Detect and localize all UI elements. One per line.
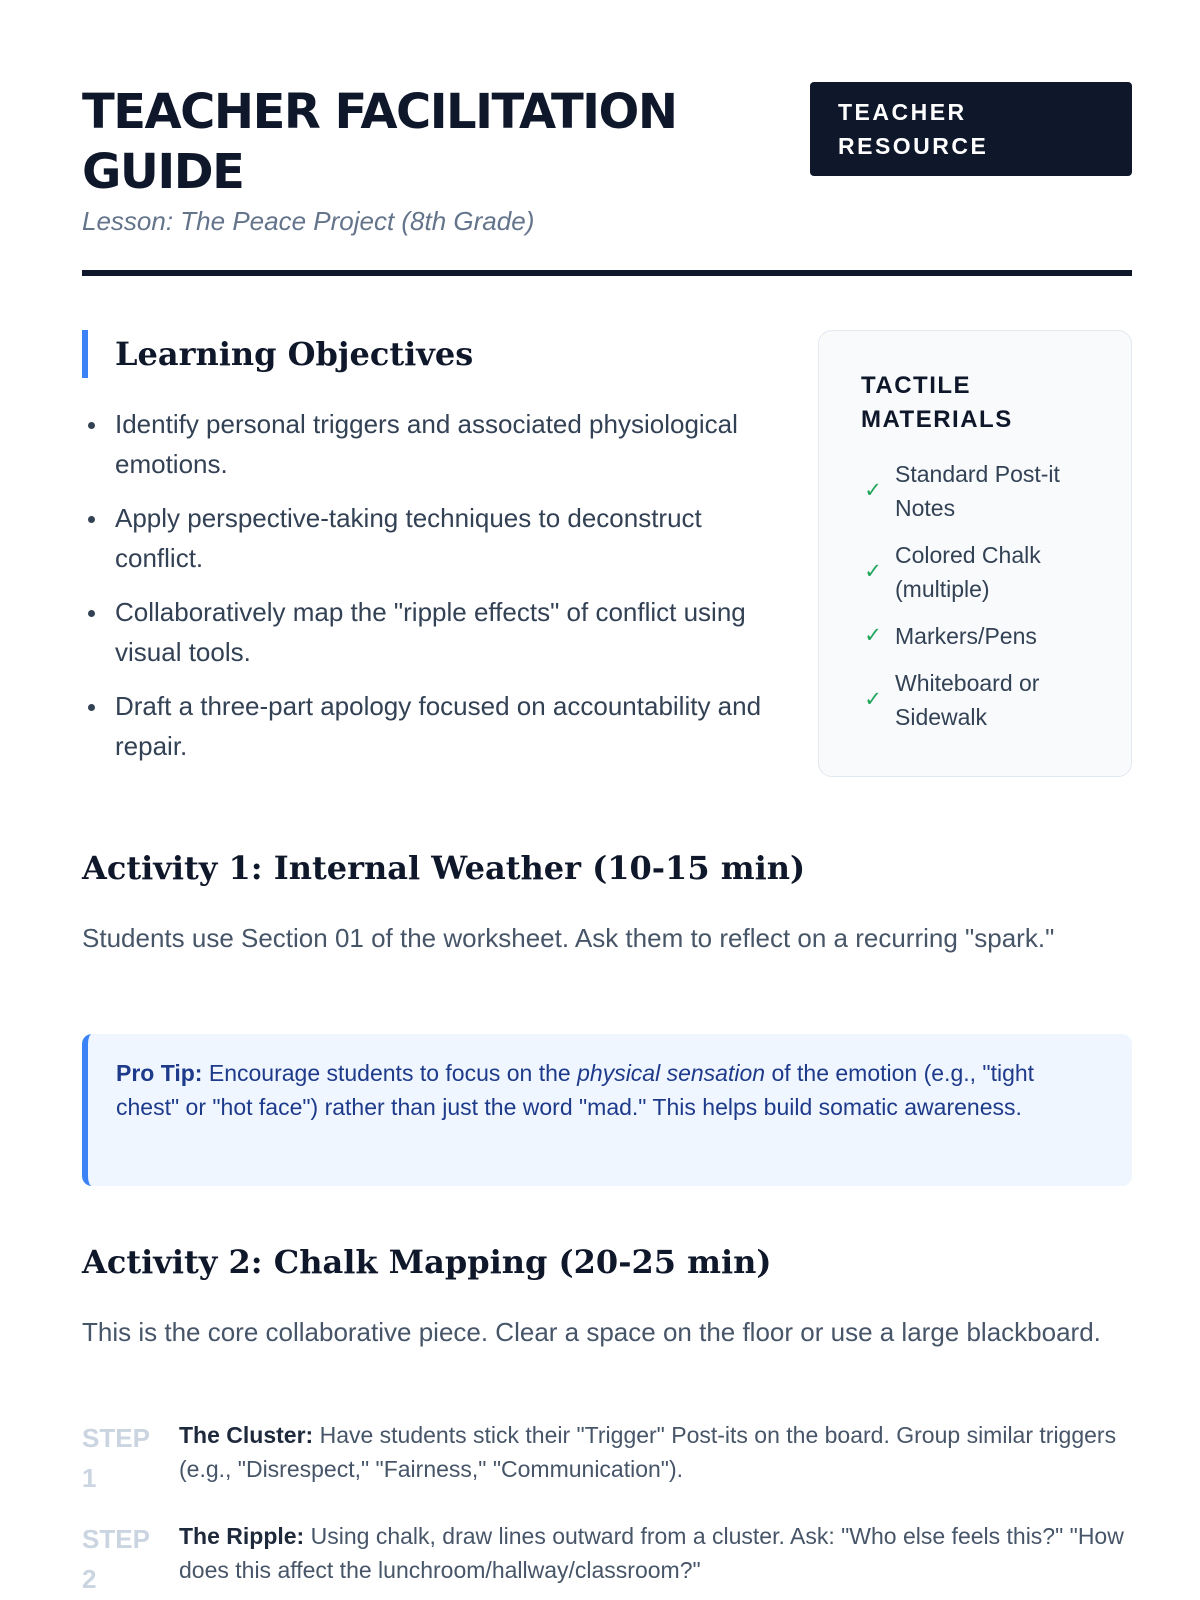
activity1-heading: Activity 1: Internal Weather (10-15 min): [82, 849, 806, 887]
material-item: [861, 538, 1101, 606]
step-text: [179, 1519, 1132, 1587]
material-label: Whiteboard or Sidewalk: [895, 670, 1040, 730]
step-text: [179, 1418, 1132, 1486]
activity1-description: Students use Section 01 of the worksheet. Ask them to reflect on a recurring "spark.": [82, 923, 1055, 953]
material-item: [861, 619, 1101, 653]
activity2-heading: Activity 2: Chalk Mapping (20-25 min): [82, 1243, 772, 1281]
objective-item: Identify personal triggers and associated physiological emotions.: [82, 404, 782, 484]
checkmark-icon: ✓: [864, 560, 882, 583]
objectives-heading: Learning Objectives: [82, 330, 473, 378]
checkmark-icon: ✓: [864, 479, 882, 502]
materials-heading: TACTILE MATERIALS: [861, 372, 1013, 433]
step-title: The Cluster:: [179, 1422, 314, 1448]
document-title: TEACHER FACILITATION GUIDE: [82, 84, 677, 200]
activity2-description: This is the core collaborative piece. Clear a space on the floor or use a large blackboard.: [82, 1317, 1101, 1347]
pro-tip-callout: [82, 1034, 1132, 1186]
objectives-list: [82, 404, 782, 780]
objective-item: Apply perspective-taking techniques to deconstruct conflict.: [82, 498, 782, 578]
pro-tip-text: Encourage students to focus on the: [202, 1060, 578, 1086]
lesson-subtitle: Lesson: The Peace Project (8th Grade): [82, 206, 535, 236]
step-number: STEP 1: [82, 1423, 150, 1493]
objective-item: Draft a three-part apology focused on accountability and repair.: [82, 686, 782, 766]
materials-list: [861, 457, 1101, 734]
teacher-resource-badge: TEACHER RESOURCE: [810, 82, 1132, 176]
tactile-materials-card: [818, 330, 1132, 777]
material-label: Markers/Pens: [895, 623, 1037, 649]
material-label: Standard Post-it Notes: [895, 461, 1060, 521]
pro-tip-text: of the emotion (e.g., "tight chest" or "hot face") rather than just the word "mad." This helps build somatic awareness.: [116, 1060, 1035, 1120]
material-item: [861, 666, 1101, 734]
checkmark-icon: ✓: [864, 624, 882, 647]
guide-header: [82, 82, 1132, 282]
step-body: Have students stick their "Trigger" Post-its on the board. Group similar triggers (e.g., "Disrespect," "Fairness," "Communication").: [179, 1422, 1117, 1482]
objective-item: Collaboratively map the "ripple effects" of conflict using visual tools.: [82, 592, 782, 672]
step-number: STEP 2: [82, 1524, 150, 1594]
pro-tip-label: Pro Tip:: [116, 1060, 203, 1086]
checkmark-icon: ✓: [864, 688, 882, 711]
header-divider: [82, 270, 1132, 276]
material-item: [861, 457, 1101, 525]
step-body: Using chalk, draw lines outward from a cluster. Ask: "Who else feels this?" "How does this affect the lunchroom/hallway/classroom?": [179, 1523, 1124, 1583]
material-label: Colored Chalk (multiple): [895, 542, 1041, 602]
step-title: The Ripple:: [179, 1523, 305, 1549]
pro-tip-emphasis: physical sensation: [577, 1060, 766, 1086]
